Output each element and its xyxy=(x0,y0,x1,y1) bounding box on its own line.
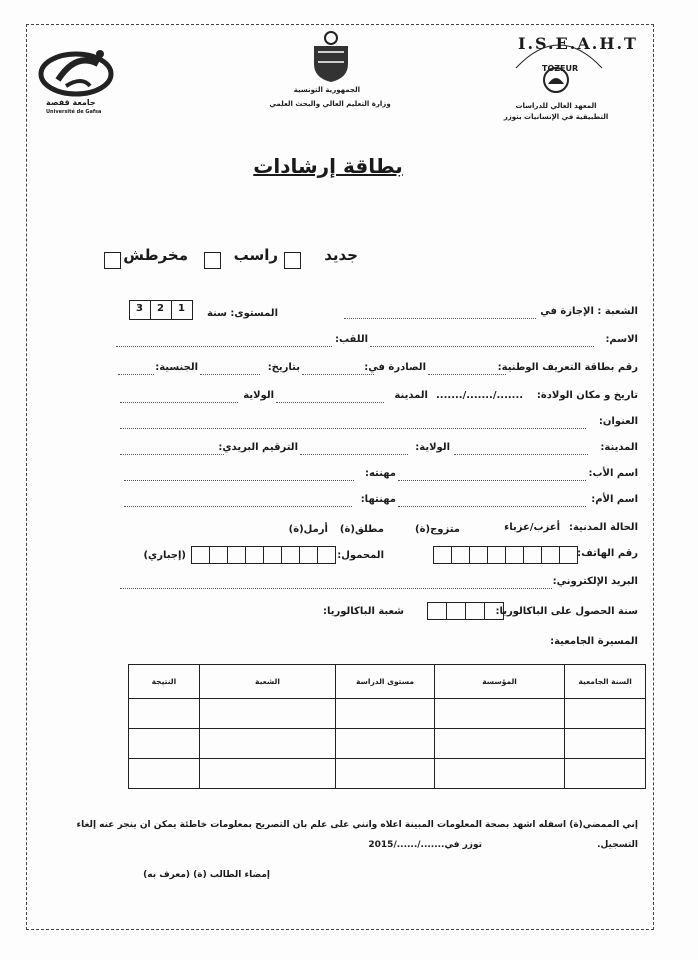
nationality-label: الجنسية: xyxy=(155,362,198,373)
page-title: بطاقة إرشادات xyxy=(253,154,403,178)
university-logo xyxy=(38,46,118,118)
table-cell[interactable] xyxy=(199,729,335,759)
table-row[interactable] xyxy=(129,759,646,789)
mandatory-label: (إجباري) xyxy=(143,550,186,561)
postal-field[interactable] xyxy=(120,454,224,455)
birth-city-label: المدينة xyxy=(394,390,428,401)
table-cell[interactable] xyxy=(199,699,335,729)
table-cell[interactable] xyxy=(434,759,564,789)
email-field[interactable] xyxy=(120,588,552,589)
declaration-text: إني الممضي(ة) أسفله أشهد بصحة المعلومات المبينة أعلاه وأنني على علم بأن التصريح بمعلومات خاطئة يمكن أن ينجر عنه إلغاء xyxy=(76,820,638,830)
table-cell[interactable] xyxy=(336,699,435,729)
mobile-boxes[interactable] xyxy=(192,546,336,564)
table-cell[interactable] xyxy=(434,699,564,729)
tunisia-emblem xyxy=(308,30,354,84)
id-card-field[interactable] xyxy=(428,374,506,375)
header-branch: الشعبة xyxy=(199,665,335,699)
birth-label: تاريخ و مكان الولادة: xyxy=(536,390,638,401)
table-cell[interactable] xyxy=(129,699,200,729)
surname-field[interactable] xyxy=(116,346,332,347)
mother-label: اسم الأم: xyxy=(591,494,638,505)
institute-line1: المعهد العالي للدراسات xyxy=(515,102,597,110)
header-result: النتيجة xyxy=(129,665,200,699)
header-level: مستوى الدراسة xyxy=(336,665,435,699)
career-table xyxy=(128,664,646,789)
status-new-label: جديد xyxy=(324,246,358,264)
signature-label: إمضاء الطالب (ة) (معرف به) xyxy=(143,870,270,880)
id-card-label: رقم بطاقة التعريف الوطنية: xyxy=(497,362,638,373)
state-field[interactable] xyxy=(300,454,408,455)
table-row[interactable] xyxy=(129,699,646,729)
declaration-date[interactable]: توزر في......./....../2015 xyxy=(368,840,482,850)
name-field[interactable] xyxy=(370,346,594,347)
birth-date-field[interactable]: ......./......./....... xyxy=(436,390,524,401)
career-table-header xyxy=(129,665,646,699)
status-enrolled-checkbox[interactable] xyxy=(104,252,121,269)
birth-state-label: الولاية xyxy=(243,390,274,401)
header-institution: المؤسسة xyxy=(434,665,564,699)
right-logo-sub: TOZEUR xyxy=(542,64,579,73)
table-cell[interactable] xyxy=(129,759,200,789)
postal-label: الترقيم البريدي: xyxy=(218,442,298,453)
table-cell[interactable] xyxy=(199,759,335,789)
surname-label: اللقب: xyxy=(334,334,368,345)
name-label: الاسم: xyxy=(605,334,638,345)
declaration-text-end: التسجيل. xyxy=(597,840,638,850)
gafsa-logo-icon xyxy=(38,46,118,98)
city-field[interactable] xyxy=(454,454,588,455)
mother-field[interactable] xyxy=(398,506,586,507)
father-job-label: مهنته: xyxy=(364,468,396,479)
mother-job-field[interactable] xyxy=(124,506,352,507)
civil-divorced-option[interactable]: مطلق(ة) xyxy=(339,524,384,535)
bac-year-label: سنة الحصول على الباكالوريا: xyxy=(495,606,638,617)
status-new-checkbox[interactable] xyxy=(284,252,301,269)
address-field[interactable] xyxy=(120,428,586,429)
coat-of-arms-icon xyxy=(308,30,354,84)
date-label: بتاريخ: xyxy=(267,362,300,373)
mother-job-label: مهنتها: xyxy=(360,494,396,505)
branch-field[interactable] xyxy=(344,318,536,319)
city-label: المدينة: xyxy=(600,442,638,453)
civil-married-option[interactable]: متزوج(ة) xyxy=(415,524,460,535)
branch-label: الشعبة : الإجازة في xyxy=(540,306,638,317)
header-year: السنة الجامعية xyxy=(565,665,646,699)
left-logo-arabic: جامعة قفصة xyxy=(46,98,96,107)
institute-line2: التطبيقية في الإنسانيات بتوزر xyxy=(503,113,609,121)
nationality-field[interactable] xyxy=(118,374,154,375)
level-box-1[interactable]: 1 xyxy=(171,300,193,320)
table-cell[interactable] xyxy=(565,699,646,729)
issued-in-label: الصادرة في: xyxy=(364,362,426,373)
bac-branch-label: شعبة الباكالوريا: xyxy=(323,606,404,617)
level-boxes[interactable] xyxy=(130,300,193,320)
address-label: العنوان: xyxy=(598,416,638,427)
status-repeat-checkbox[interactable] xyxy=(204,252,221,269)
birth-state-field[interactable] xyxy=(120,402,238,403)
mobile-label: المحمول: xyxy=(337,550,384,561)
table-row[interactable] xyxy=(129,729,646,759)
birth-city-field[interactable] xyxy=(276,402,384,403)
phone-label: رقم الهاتف: xyxy=(577,548,638,559)
level-label: المستوى: سنة xyxy=(206,308,278,319)
status-repeat-label: راسب xyxy=(233,246,278,264)
civil-single-option[interactable]: أعزب/عزباء xyxy=(504,522,560,533)
republic-label: الجمهورية التونسية xyxy=(293,86,360,94)
civil-status-label: الحالة المدنية: xyxy=(568,522,638,533)
institute-logo xyxy=(504,28,638,100)
right-logo-text: I.S.E.A.H.T xyxy=(518,34,638,53)
email-label: البريد الإلكتروني: xyxy=(552,576,638,587)
level-box-3[interactable]: 3 xyxy=(129,300,151,320)
left-logo-french: Université de Gafsa xyxy=(46,109,102,115)
phone-boxes[interactable] xyxy=(434,546,578,564)
civil-widowed-option[interactable]: أرمل(ة) xyxy=(288,524,328,535)
career-label: المسيرة الجامعية: xyxy=(550,636,638,647)
table-cell[interactable] xyxy=(565,729,646,759)
state-label: الولاية: xyxy=(415,442,450,453)
father-job-field[interactable] xyxy=(124,480,354,481)
table-cell[interactable] xyxy=(565,759,646,789)
issued-in-field[interactable] xyxy=(302,374,374,375)
father-field[interactable] xyxy=(398,480,586,481)
status-enrolled-label: مخرطش xyxy=(123,246,188,264)
table-cell[interactable] xyxy=(434,729,564,759)
father-label: اسم الأب: xyxy=(588,468,638,479)
date-field[interactable] xyxy=(200,374,260,375)
bac-year-boxes[interactable] xyxy=(428,602,504,620)
table-cell[interactable] xyxy=(336,729,435,759)
table-cell[interactable] xyxy=(129,729,200,759)
ministry-label: وزارة التعليم العالي والبحث العلمي xyxy=(269,100,391,108)
table-cell[interactable] xyxy=(336,759,435,789)
level-box-2[interactable]: 2 xyxy=(150,300,172,320)
